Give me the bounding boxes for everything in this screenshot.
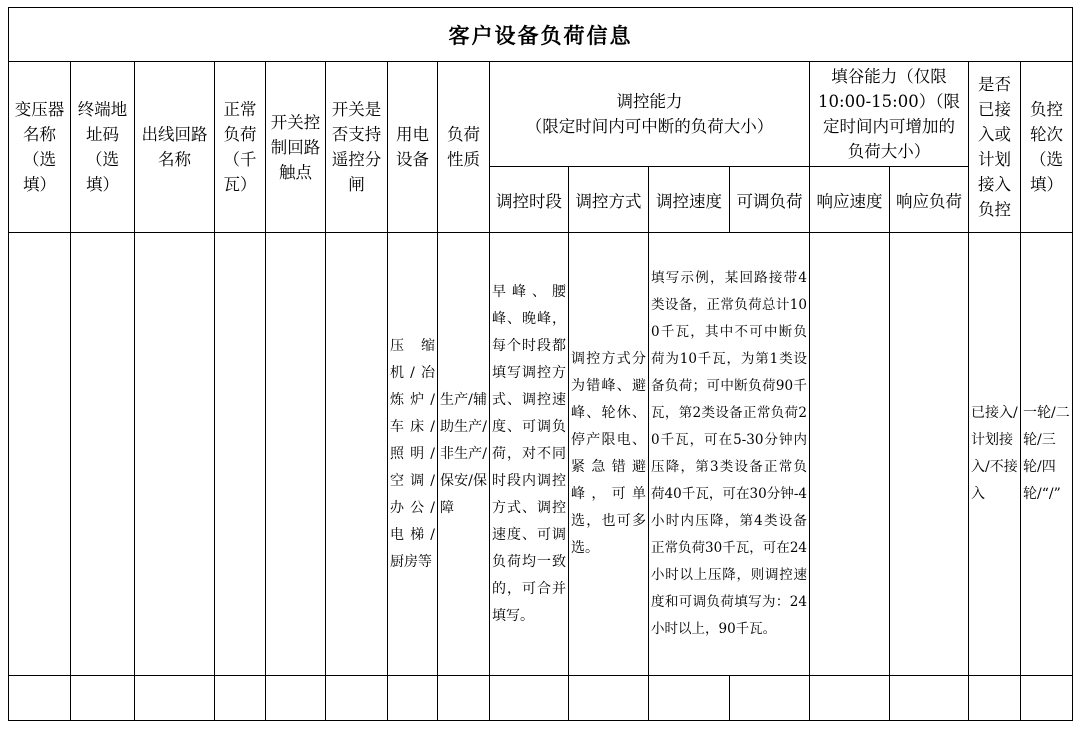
empty-cell[interactable] <box>810 676 890 721</box>
empty-cell[interactable] <box>569 676 649 721</box>
cell-equipment[interactable]: 压缩机/冶炼炉/车床/照明/空调/办公/电梯/厨房等 <box>388 233 438 676</box>
subheader-response-load: 响应负荷 <box>890 167 969 233</box>
header-normal-load: 正常 负荷 （千 瓦） <box>215 62 266 233</box>
table-title: 客户设备负荷信息 <box>9 8 1073 62</box>
cell-load-nature[interactable]: 生产/辅助生产/非生产/保安/保障 <box>438 233 490 676</box>
cell-outgoing-line[interactable] <box>135 233 215 676</box>
cell-response-speed[interactable] <box>810 233 890 676</box>
subheader-adjustable-load: 可调负荷 <box>730 167 810 233</box>
empty-cell[interactable] <box>730 676 810 721</box>
empty-cell[interactable] <box>266 676 326 721</box>
cell-response-load[interactable] <box>890 233 969 676</box>
header-control-round: 负控 轮次 （选 填） <box>1021 62 1073 233</box>
empty-cell[interactable] <box>388 676 438 721</box>
header-remote-switch: 开关是 否支持 遥控分 闸 <box>326 62 388 233</box>
header-valley-capacity: 填谷能力（仅限 10:00-15:00）（限 定时间内可增加的 负荷大小） <box>810 62 969 167</box>
empty-cell[interactable] <box>649 676 730 721</box>
empty-cell[interactable] <box>890 676 969 721</box>
header-switch-contact: 开关控 制回路 触点 <box>266 62 326 233</box>
cell-period[interactable]: 早峰、腰峰、晚峰，每个时段都填写调控方式、调控速度、可调负荷，对不同时段内调控方式、调控速度、可调负荷均一致的，可合并填写。 <box>490 233 569 676</box>
empty-cell[interactable] <box>326 676 388 721</box>
empty-cell[interactable] <box>1021 676 1073 721</box>
header-outgoing-line: 出线回路 名称 <box>135 62 215 233</box>
subheader-period: 调控时段 <box>490 167 569 233</box>
empty-cell[interactable] <box>215 676 266 721</box>
subheader-response-speed: 响应速度 <box>810 167 890 233</box>
cell-switch-contact[interactable] <box>266 233 326 676</box>
speed-example-text: 填写示例，某回路接带4类设备，正常负荷总计100千瓦，其中不可中断负荷为10千瓦，为第1类设备负荷；可中断负荷90千瓦，第2类设备正常负荷20千瓦，可在5-30分钟内压降，第3类设备正常负荷40千瓦，可在30分钟-4小时内压降，第4类设备正常负荷30千瓦，可在24小时以上压降，则调控速度和可调负荷填写为：24小时以上，90千瓦。 <box>651 270 807 637</box>
cell-method[interactable]: 调控方式分为错峰、避峰、轮休、停产限电、紧急错避峰，可单选，也可多选。 <box>569 233 649 676</box>
empty-cell[interactable] <box>135 676 215 721</box>
cell-control-round[interactable]: 一轮/二轮/三轮/四轮/“/” <box>1021 233 1073 676</box>
empty-cell[interactable] <box>71 676 135 721</box>
cell-connected[interactable]: 已接入/计划接入/不接入 <box>969 233 1021 676</box>
cell-speed-example[interactable] <box>649 233 810 676</box>
cell-remote-switch[interactable] <box>326 233 388 676</box>
header-equipment: 用电 设备 <box>388 62 438 233</box>
header-terminal-address: 终端地 址码 （选 填） <box>71 62 135 233</box>
table-row <box>9 676 1073 721</box>
empty-cell[interactable] <box>438 676 490 721</box>
header-connected: 是否 已接 入或 计划 接入 负控 <box>969 62 1021 233</box>
cell-normal-load[interactable] <box>215 233 266 676</box>
cell-terminal-address[interactable] <box>71 233 135 676</box>
header-load-nature: 负荷 性质 <box>438 62 490 233</box>
empty-cell[interactable] <box>9 676 71 721</box>
table-row <box>9 233 1073 676</box>
header-transformer-name: 变压器 名称 （选 填） <box>9 62 71 233</box>
empty-cell[interactable] <box>969 676 1021 721</box>
header-regulation-capacity: 调控能力 （限定时间内可中断的负荷大小） <box>490 62 810 167</box>
cell-transformer-name[interactable] <box>9 233 71 676</box>
subheader-speed: 调控速度 <box>649 167 730 233</box>
subheader-method: 调控方式 <box>569 167 649 233</box>
load-info-table <box>8 7 1073 721</box>
empty-cell[interactable] <box>490 676 569 721</box>
